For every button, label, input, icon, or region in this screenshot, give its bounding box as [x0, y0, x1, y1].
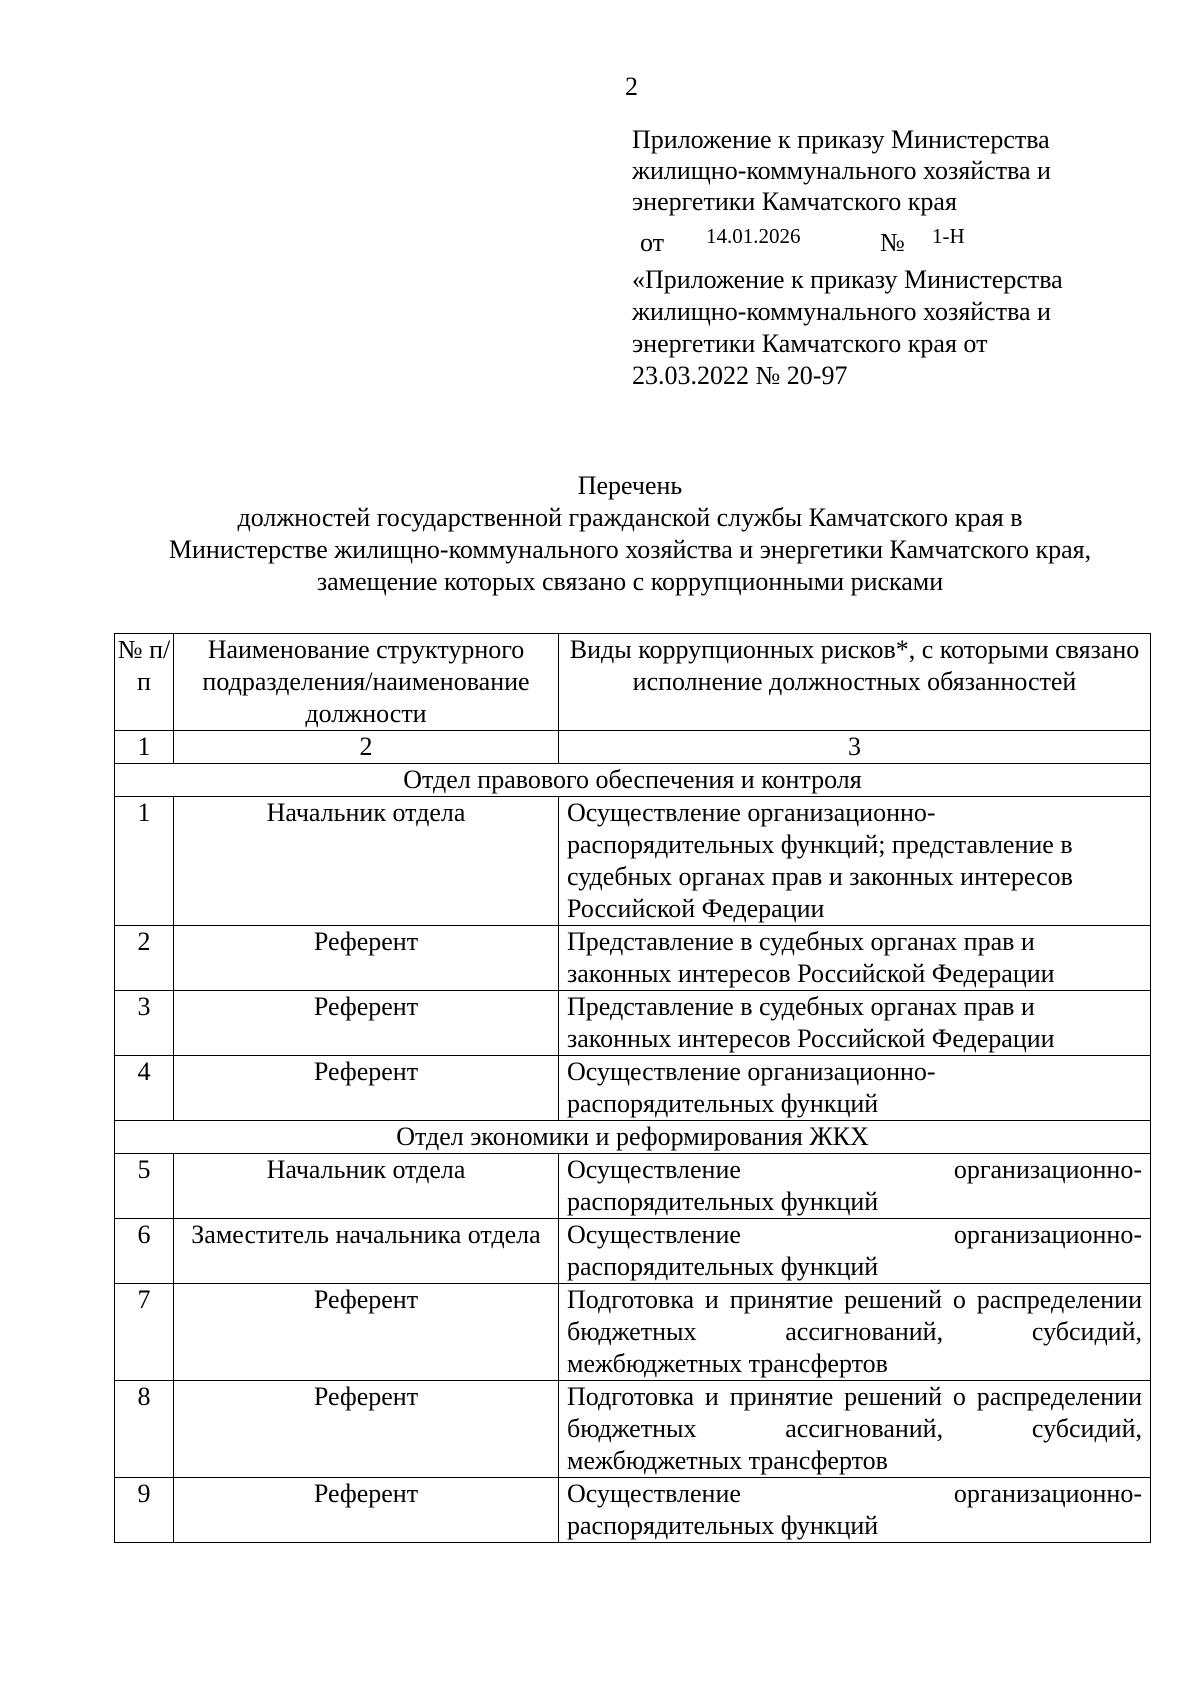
table-row — [115, 797, 1151, 926]
table-row — [115, 1381, 1151, 1478]
row-number: 4 — [115, 1056, 174, 1121]
column-number-row — [115, 731, 1151, 764]
row-number: 8 — [115, 1381, 174, 1478]
row-risk: Представление в судебных органах прав и законных интересов Российской Федерации — [559, 991, 1151, 1056]
appendix-line: жилищно-коммунального хозяйства и — [632, 156, 1051, 185]
order-date: 14.01.2026 — [706, 224, 801, 248]
page-number: 2 — [625, 72, 638, 101]
row-risk: Представление в судебных органах прав и законных интересов Российской Федерации — [559, 926, 1151, 991]
row-number: 7 — [115, 1284, 174, 1381]
row-risk: Осуществление организационно-распорядительных функций — [559, 1154, 1151, 1219]
appendix-header — [632, 124, 1152, 217]
title-line: Министерстве жилищно-коммунального хозяйства и энергетики Камчатского края, — [168, 535, 1092, 564]
table-row — [115, 1219, 1151, 1284]
table-header-row — [115, 634, 1151, 731]
row-risk: Осуществление организационно-распорядительных функций — [559, 1219, 1151, 1284]
table-row — [115, 1056, 1151, 1121]
title-line: должностей государственной гражданской службы Камчатского края в — [237, 503, 1023, 532]
table-row — [115, 926, 1151, 991]
row-position: Начальник отдела — [174, 797, 559, 926]
row-risk: Осуществление организационно-распорядительных функций — [559, 1478, 1151, 1543]
appendix-quoted — [632, 264, 1152, 392]
order-number-sign: № — [880, 228, 905, 257]
section-title-legal: Отдел правового обеспечения и контроля — [115, 764, 1151, 797]
row-risk: Подготовка и принятие решений о распределении бюджетных ассигнований, субсидий, межбюджетных трансфертов — [559, 1381, 1151, 1478]
table-row — [115, 1154, 1151, 1219]
document-title — [0, 470, 1200, 598]
title-heading: Перечень — [577, 471, 683, 500]
title-line: замещение которых связано с коррупционными рисками — [316, 567, 944, 596]
appendix-quoted-line: энергетики Камчатского края от — [632, 329, 988, 358]
row-risk: Осуществление организационно-распорядительных функций; представление в судебных органах прав и законных интересов Российской Федерации — [559, 797, 1151, 926]
order-number: 1-Н — [932, 224, 965, 248]
appendix-quoted-line: жилищно-коммунального хозяйства и — [632, 297, 1051, 326]
row-risk: Осуществление организационно-распорядительных функций — [559, 1056, 1151, 1121]
section-title-economy: Отдел экономики и реформирования ЖКХ — [115, 1121, 1151, 1154]
appendix-quoted-line: 23.03.2022 № 20-97 — [632, 361, 848, 390]
risks-table — [114, 633, 1151, 1543]
row-position: Начальник отдела — [174, 1154, 559, 1219]
column-number: 1 — [115, 731, 174, 764]
row-position: Референт — [174, 1284, 559, 1381]
row-position: Заместитель начальника отдела — [174, 1219, 559, 1284]
row-risk: Подготовка и принятие решений о распределении бюджетных ассигнований, субсидий, межбюджетных трансфертов — [559, 1284, 1151, 1381]
appendix-line: энергетики Камчатского края — [632, 187, 957, 216]
row-position: Референт — [174, 991, 559, 1056]
table-row — [115, 991, 1151, 1056]
header-number: № п/п — [115, 634, 174, 731]
table-row — [115, 1284, 1151, 1381]
appendix-quoted-line: «Приложение к приказу Министерства — [632, 265, 1063, 294]
order-date-number — [640, 224, 1100, 256]
row-number: 2 — [115, 926, 174, 991]
header-risk: Виды коррупционных рисков*, с которыми связано исполнение должностных обязанностей — [559, 634, 1151, 731]
row-position: Референт — [174, 1056, 559, 1121]
header-position: Наименование структурного подразделения/наименование должности — [174, 634, 559, 731]
column-number: 2 — [174, 731, 559, 764]
appendix-line: Приложение к приказу Министерства — [632, 125, 1050, 154]
table-row — [115, 1478, 1151, 1543]
row-number: 6 — [115, 1219, 174, 1284]
row-number: 9 — [115, 1478, 174, 1543]
column-number: 3 — [559, 731, 1151, 764]
row-position: Референт — [174, 926, 559, 991]
section-row — [115, 1121, 1151, 1154]
row-number: 5 — [115, 1154, 174, 1219]
row-number: 3 — [115, 991, 174, 1056]
row-number: 1 — [115, 797, 174, 926]
order-ot-label: от — [640, 228, 665, 257]
section-row — [115, 764, 1151, 797]
row-position: Референт — [174, 1381, 559, 1478]
row-position: Референт — [174, 1478, 559, 1543]
